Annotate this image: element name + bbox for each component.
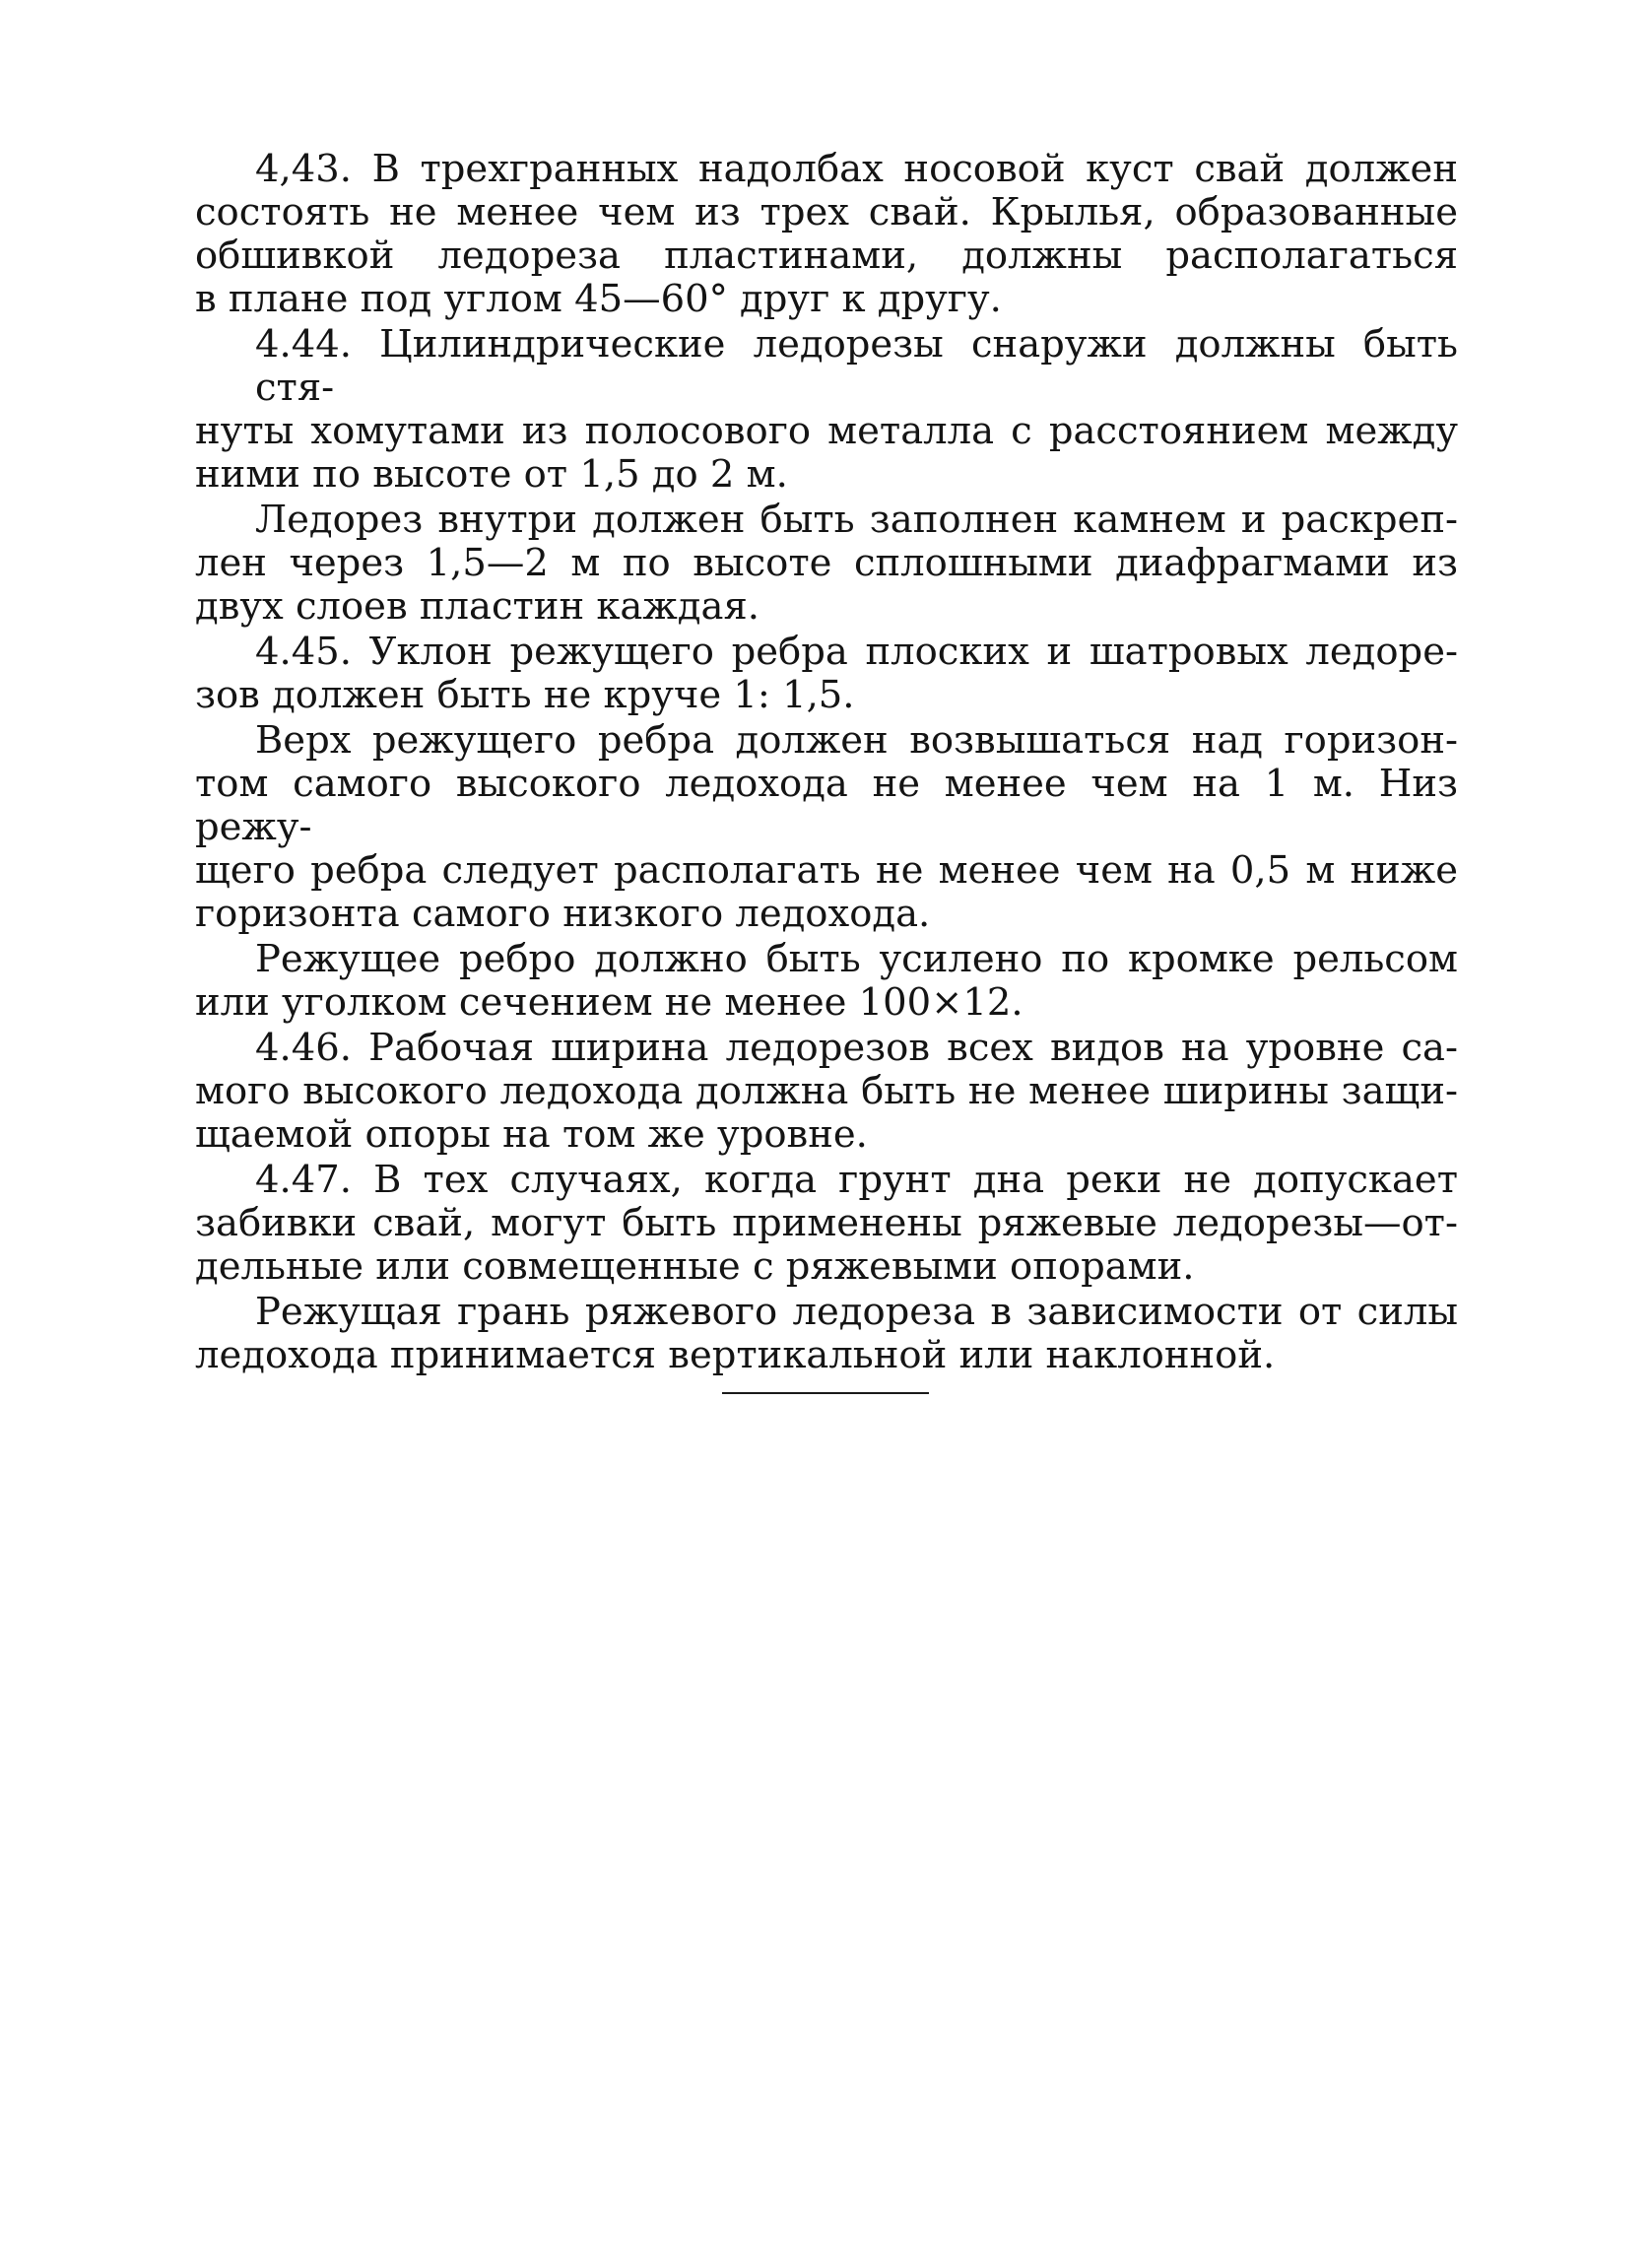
paragraph-4-45 xyxy=(195,631,1458,717)
text-line: 4.46. Рабочая ширина ледорезов всех видов на уровне са- xyxy=(255,1026,1458,1070)
text-line: ледохода принимается вертикальной или наклонной. xyxy=(195,1333,1276,1377)
paragraph-cutting-edge-top xyxy=(195,719,1458,936)
text-line: дельные или совмещенные с ряжевыми опорами. xyxy=(195,1244,1195,1289)
text-line: 4.44. Цилиндрические ледорезы снаружи должны быть стя- xyxy=(255,322,1458,410)
paragraph-4-43 xyxy=(195,148,1458,321)
text-line: Ледорез внутри должен быть заполнен камнем и раскреп- xyxy=(255,498,1458,542)
text-line: забивки свай, могут быть применены ряжевые ледорезы—от- xyxy=(195,1201,1458,1245)
text-line: 4,43. В трехгранных надолбах носовой куст свай должен xyxy=(255,147,1458,191)
text-line: щего ребра следует располагать не менее чем на 0,5 м ниже xyxy=(195,848,1458,893)
paragraph-4-44 xyxy=(195,323,1458,497)
text-line: Режущее ребро должно быть усилено по кромке рельсом xyxy=(255,937,1458,981)
paragraph-ice-cutter-filling xyxy=(195,499,1458,629)
end-of-section-rule xyxy=(722,1392,929,1394)
text-line: двух слоев пластин каждая. xyxy=(195,584,759,629)
paragraph-cutting-edge-reinforcement xyxy=(195,938,1458,1025)
text-line: горизонта самого низкого ледохода. xyxy=(195,892,931,936)
text-line: зов должен быть не круче 1: 1,5. xyxy=(195,673,855,717)
body-text xyxy=(195,148,1458,1379)
text-line: в плане под углом 45—60° друг к другу. xyxy=(195,277,1002,321)
paragraph-4-46 xyxy=(195,1027,1458,1157)
text-line: щаемой опоры на том же уровне. xyxy=(195,1112,868,1157)
text-line: Режущая грань ряжевого ледореза в зависимости от силы xyxy=(255,1290,1458,1334)
text-line: мого высокого ледохода должна быть не менее ширины защи- xyxy=(195,1069,1458,1113)
paragraph-crib-cutting-face xyxy=(195,1291,1458,1377)
text-line: или уголком сечением не менее 100×12. xyxy=(195,980,1024,1025)
text-line: лен через 1,5—2 м по высоте сплошными диафрагмами из xyxy=(195,541,1458,585)
paragraph-4-47 xyxy=(195,1159,1458,1289)
text-line: Верх режущего ребра должен возвышаться над горизон- xyxy=(255,718,1458,763)
text-line: ними по высоте от 1,5 до 2 м. xyxy=(195,452,788,497)
text-line: том самого высокого ледохода не менее чем на 1 м. Низ режу- xyxy=(195,762,1458,849)
text-line: 4.47. В тех случаях, когда грунт дна реки не допускает xyxy=(255,1158,1458,1202)
text-line: нуты хомутами из полосового металла с расстоянием между xyxy=(195,409,1458,453)
text-line: обшивкой ледореза пластинами, должны располагаться xyxy=(195,233,1458,278)
text-line: состоять не менее чем из трех свай. Крылья, образованные xyxy=(195,190,1458,234)
text-line: 4.45. Уклон режущего ребра плоских и шатровых ледоре- xyxy=(255,630,1458,674)
